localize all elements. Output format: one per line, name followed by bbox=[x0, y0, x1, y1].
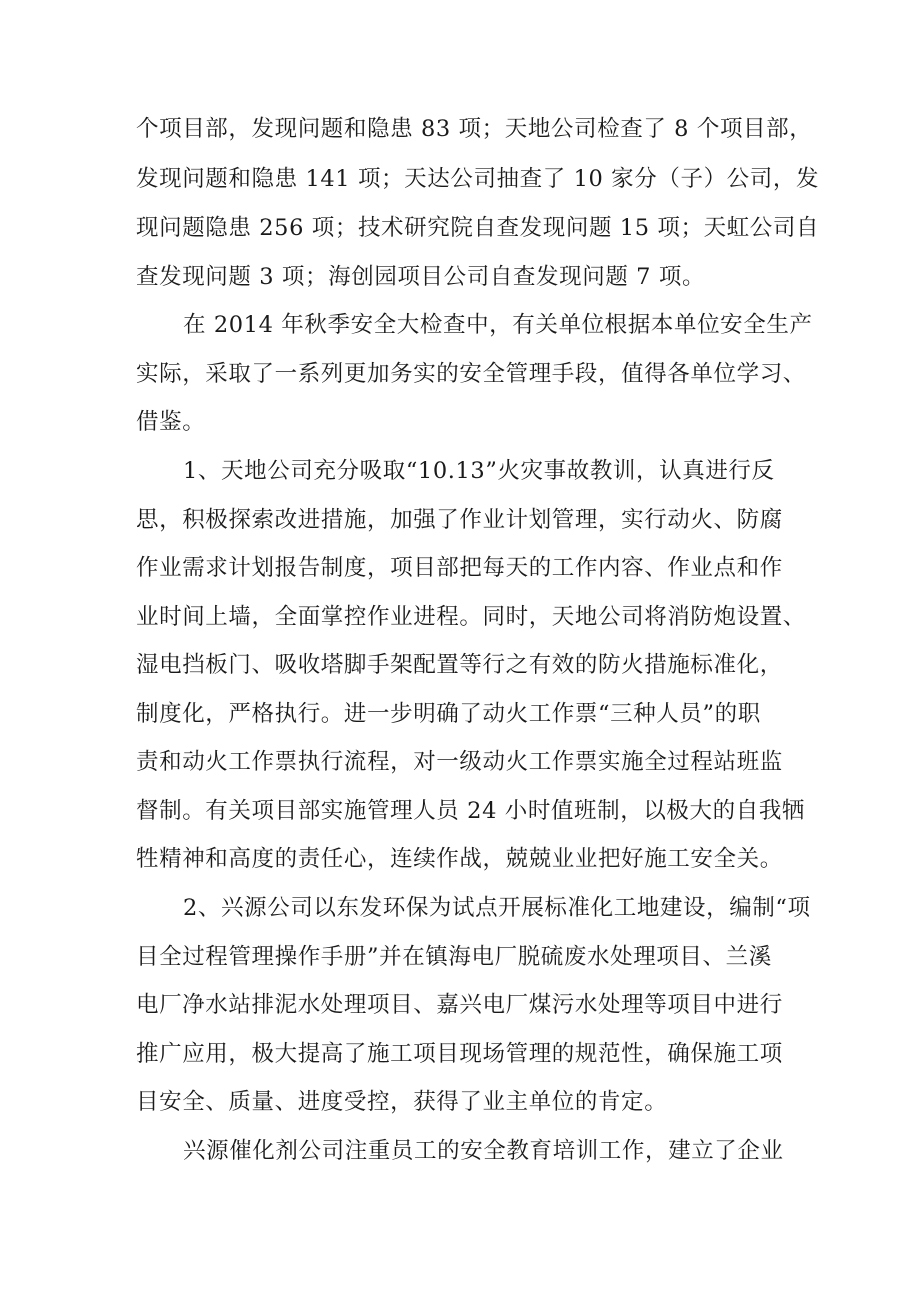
text-line: 实际，采取了一系列更加务实的安全管理手段，值得各单位学习、 bbox=[136, 361, 806, 387]
text-line: 推广应用，极大提高了施工项目现场管理的规范性，确保施工项 bbox=[136, 1041, 783, 1067]
text-line: 牲精神和高度的责任心，连续作战，兢兢业业把好施工安全关。 bbox=[136, 846, 783, 872]
text-line: 2、兴源公司以东发环保为试点开展标准化工地建设，编制“项 bbox=[183, 895, 811, 921]
text-line: 制度化，严格执行。进一步明确了动火工作票“三种人员”的职 bbox=[136, 701, 761, 727]
text-line: 借鉴。 bbox=[136, 409, 206, 435]
text-line: 在 2014 年秋季安全大检查中，有关单位根据本单位安全生产 bbox=[183, 312, 813, 338]
text-line: 电厂净水站排泥水处理项目、嘉兴电厂煤污水处理等项目中进行 bbox=[136, 992, 783, 1018]
text-line: 现问题隐患 256 项；技术研究院自查发现问题 15 项；天虹公司自 bbox=[136, 215, 820, 241]
text-line: 1、天地公司充分吸取“10.13”火灾事故教训，认真进行反 bbox=[183, 458, 775, 484]
text-line: 责和动火工作票执行流程，对一级动火工作票实施全过程站班监 bbox=[136, 749, 783, 775]
text-line: 湿电挡板门、吸收塔脚手架配置等行之有效的防火措施标准化， bbox=[136, 652, 783, 678]
text-line: 目安全、质量、进度受控，获得了业主单位的肯定。 bbox=[136, 1089, 668, 1115]
text-line: 目全过程管理操作手册”并在镇海电厂脱硫废水处理项目、兰溪 bbox=[136, 944, 772, 970]
text-line: 作业需求计划报告制度，项目部把每天的工作内容、作业点和作 bbox=[136, 555, 783, 581]
text-line: 思，积极探索改进措施，加强了作业计划管理，实行动火、防腐 bbox=[136, 507, 783, 533]
text-line: 督制。有关项目部实施管理人员 24 小时值班制，以极大的自我牺 bbox=[136, 798, 806, 824]
text-line: 个项目部，发现问题和隐患 83 项；天地公司检查了 8 个项目部， bbox=[136, 116, 813, 142]
text-line: 查发现问题 3 项；海创园项目公司自查发现问题 7 项。 bbox=[136, 264, 706, 290]
text-line: 兴源催化剂公司注重员工的安全教育培训工作，建立了企业 bbox=[183, 1138, 784, 1164]
text-line: 业时间上墙，全面掌控作业进程。同时，天地公司将消防炮设置、 bbox=[136, 604, 806, 630]
text-line: 发现问题和隐患 141 项；天达公司抽查了 10 家分（子）公司，发 bbox=[136, 166, 820, 192]
